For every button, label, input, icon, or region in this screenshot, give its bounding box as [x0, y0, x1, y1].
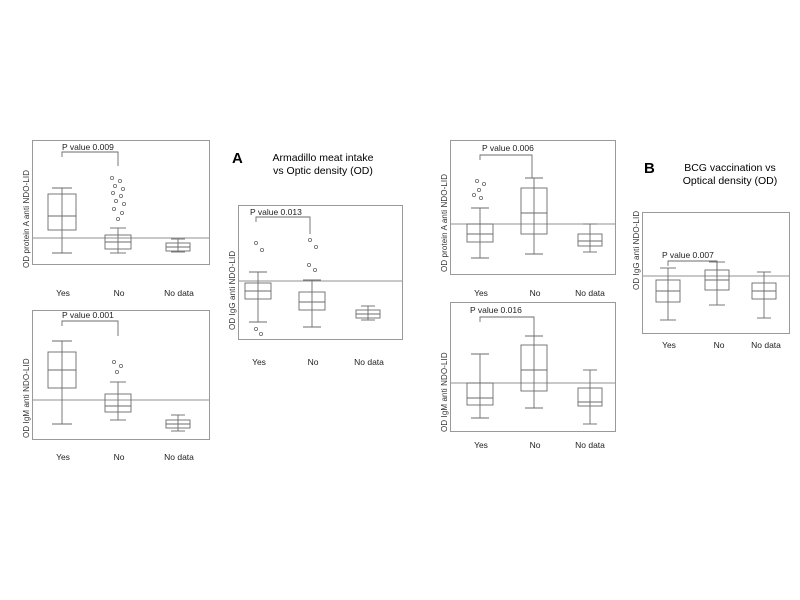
chart-b-igm-xtick-1: No — [529, 440, 541, 450]
chart-a-protein-a-xtick-0: Yes — [56, 288, 70, 298]
panel-a-title-line1: Armadillo meat intake — [272, 152, 374, 164]
chart-a-igm-xtick-2: No data — [164, 452, 194, 462]
chart-b-igg-xtick-0: Yes — [662, 340, 676, 350]
chart-b-protein-a-ylabel: OD protein A anti NDO-LID — [440, 173, 449, 272]
panel-a-label: A — [232, 150, 243, 167]
chart-b-protein-a-pvalue: P value 0.006 — [482, 143, 534, 153]
chart-a-igm-ylabel: OD IgM anti NDO-LID — [22, 358, 31, 438]
chart-b-igm-pvalue: P value 0.016 — [470, 305, 522, 315]
chart-a-igm-xtick-1: No — [113, 452, 125, 462]
chart-a-protein-a-ylabel: OD protein A anti NDO-LID — [22, 169, 31, 268]
chart-b-protein-a-xtick-1: No — [529, 288, 541, 298]
panel-a-title-line2: vs Optic density (OD) — [273, 165, 373, 177]
chart-b-igm-ylabel: OD IgM anti NDO-LID — [440, 352, 449, 432]
chart-b-protein-a-xtick-0: Yes — [474, 288, 488, 298]
panel-b-title-line2: Optical density (OD) — [682, 175, 778, 187]
chart-a-protein-a-pvalue: P value 0.009 — [62, 142, 114, 152]
chart-b-igg-xtick-2: No data — [751, 340, 781, 350]
chart-b-igm-xtick-2: No data — [575, 440, 605, 450]
chart-a-protein-a-xtick-2: No data — [164, 288, 194, 298]
chart-b-igg-pvalue: P value 0.007 — [662, 250, 714, 260]
chart-b-igm-xtick-0: Yes — [474, 440, 488, 450]
panel-b-label: B — [644, 160, 655, 177]
chart-a-igg-ylabel: OD IgG anti NDO-LID — [228, 250, 237, 330]
chart-a-igm-pvalue: P value 0.001 — [62, 310, 114, 320]
chart-b-igg-ylabel: OD IgG anti NDO-LID — [632, 210, 641, 290]
chart-b-protein-a-xtick-2: No data — [575, 288, 605, 298]
chart-a-protein-a-xtick-1: No — [113, 288, 125, 298]
chart-a-igg-pvalue: P value 0.013 — [250, 207, 302, 217]
panel-b-title-line1: BCG vaccination vs — [684, 162, 776, 174]
chart-a-igg-xtick-2: No data — [354, 357, 384, 367]
chart-a-igm-xtick-0: Yes — [56, 452, 70, 462]
chart-a-igg-xtick-0: Yes — [252, 357, 266, 367]
chart-a-igg-xtick-1: No — [307, 357, 319, 367]
chart-b-igg-xtick-1: No — [713, 340, 725, 350]
